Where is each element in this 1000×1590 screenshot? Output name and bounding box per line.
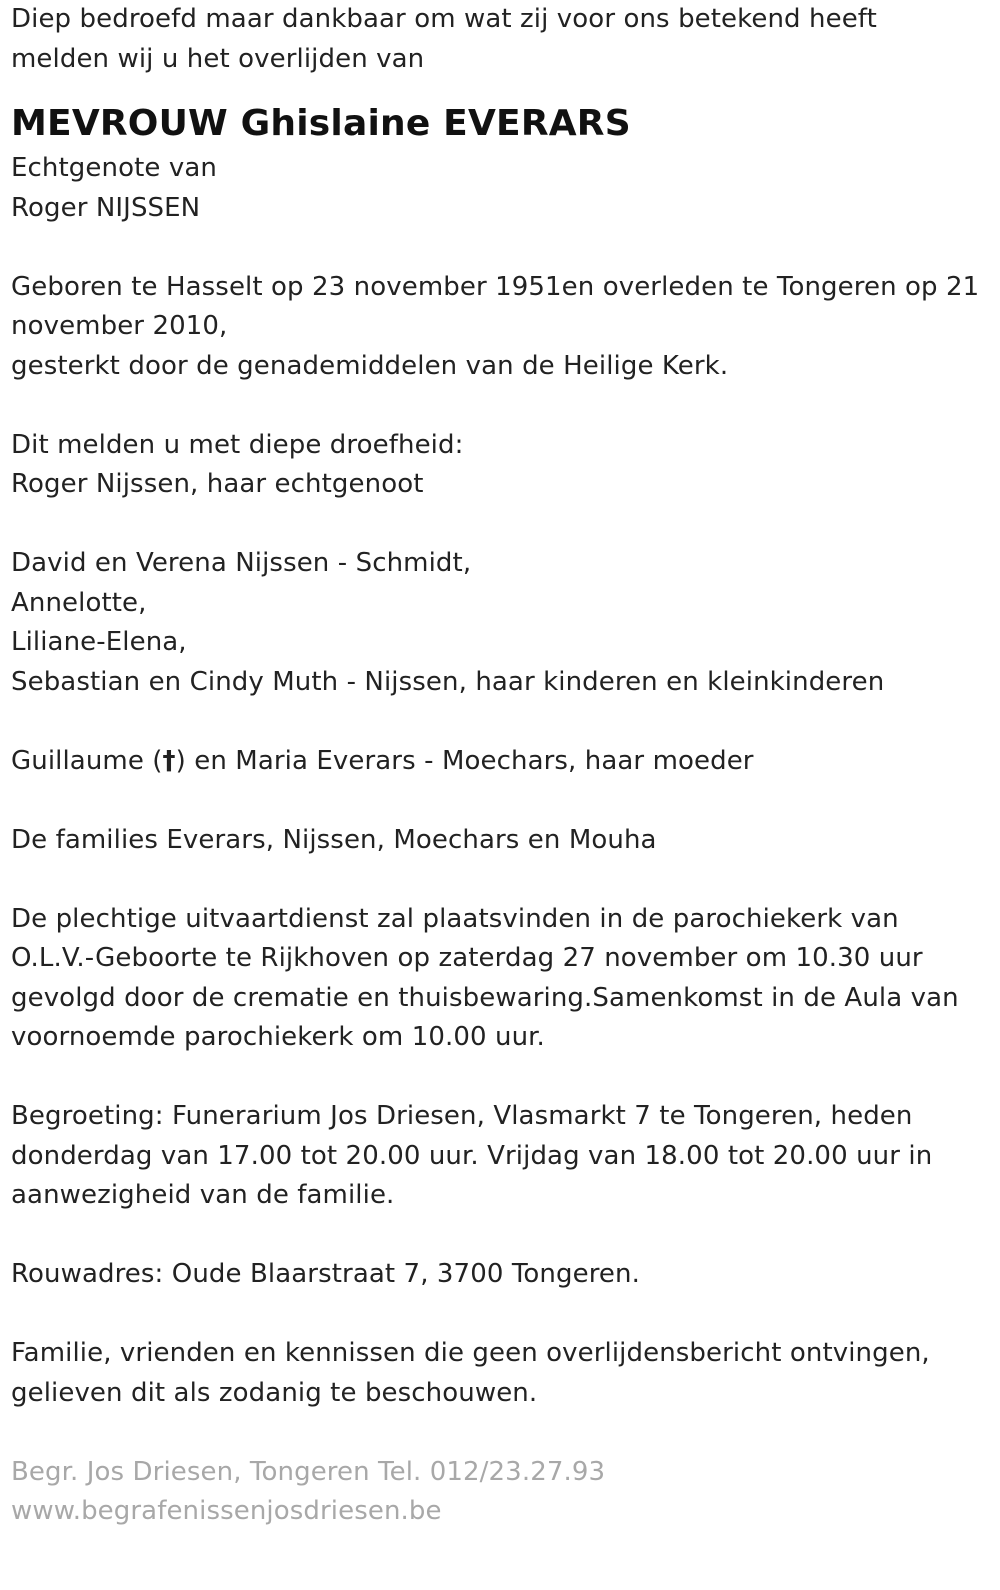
- service-line: gevolgd door de crematie en thuisbewaring.Samenkomst in de Aula van: [11, 982, 959, 1013]
- parents-text-after: ) en Maria Everars - Moechars, haar moeder: [175, 745, 754, 776]
- birth-death-line: gesterkt door de genademiddelen van de Heilige Kerk.: [11, 350, 729, 381]
- children-list: [11, 544, 991, 702]
- spouse-name: Roger NIJSSEN: [11, 192, 201, 223]
- spouse-label: Echtgenote van: [11, 153, 217, 183]
- greeting-line: Begroeting: Funerarium Jos Driesen, Vlasmarkt 7 te Tongeren, heden: [11, 1101, 913, 1131]
- greeting-info: [11, 1097, 991, 1216]
- closing-line: Familie, vrienden en kennissen die geen overlijdensbericht ontvingen,: [11, 1338, 930, 1368]
- service-line: De plechtige uitvaartdienst zal plaatsvinden in de parochiekerk van: [11, 903, 899, 934]
- service-line: O.L.V.-Geboorte te Rijkhoven op zaterdag 27 november om 10.30 uur: [11, 943, 923, 973]
- children-line: Annelotte,: [11, 587, 147, 618]
- cross-icon: †: [162, 745, 176, 776]
- birth-death-line: november 2010,: [11, 311, 228, 341]
- closing-line: gelieven dit als zodanig te beschouwen.: [11, 1377, 538, 1408]
- mourning-address: Rouwadres: Oude Blaarstraat 7, 3700 Tongeren.: [11, 1259, 640, 1289]
- deceased-name: MEVROUW Ghislaine EVERARS: [11, 103, 631, 144]
- greeting-line: donderdag van 17.00 tot 20.00 uur. Vrijdag van 18.00 tot 20.00 uur in: [11, 1140, 933, 1171]
- greeting-line: aanwezigheid van de familie.: [11, 1180, 395, 1210]
- service-line: voornoemde parochiekerk om 10.00 uur.: [11, 1022, 545, 1052]
- announcers-line: Dit melden u met diepe droefheid:: [11, 429, 464, 460]
- children-line: Liliane-Elena,: [11, 627, 187, 657]
- website-link[interactable]: www.begrafenissenjosdriesen.be: [11, 1496, 442, 1526]
- announcers-intro: [11, 426, 991, 505]
- intro-line: Diep bedroefd maar dankbaar om wat zij voor ons betekend heeft: [11, 4, 877, 34]
- birth-death-line: Geboren te Hasselt op 23 november 1951en overleden te Tongeren op 21: [11, 271, 980, 302]
- children-line: Sebastian en Cindy Muth - Nijssen, haar kinderen en kleinkinderen: [11, 666, 885, 697]
- intro-line: melden wij u het overlijden van: [11, 43, 425, 74]
- birth-death-info: [11, 268, 991, 387]
- announcers-line: Roger Nijssen, haar echtgenoot: [11, 469, 424, 499]
- funeral-service-info: [11, 900, 991, 1058]
- death-notice: [11, 0, 991, 1532]
- parents-line: [11, 742, 991, 782]
- footer: [11, 1453, 991, 1532]
- children-line: David en Verena Nijssen - Schmidt,: [11, 548, 472, 578]
- closing-text: [11, 1334, 991, 1413]
- funeral-home-contact: Begr. Jos Driesen, Tongeren Tel. 012/23.27.93: [11, 1456, 606, 1487]
- spouse-info: [11, 149, 991, 228]
- families-line: De families Everars, Nijssen, Moechars en Mouha: [11, 824, 657, 855]
- intro-text: [11, 0, 991, 79]
- parents-text-before: Guillaume (: [11, 745, 163, 776]
